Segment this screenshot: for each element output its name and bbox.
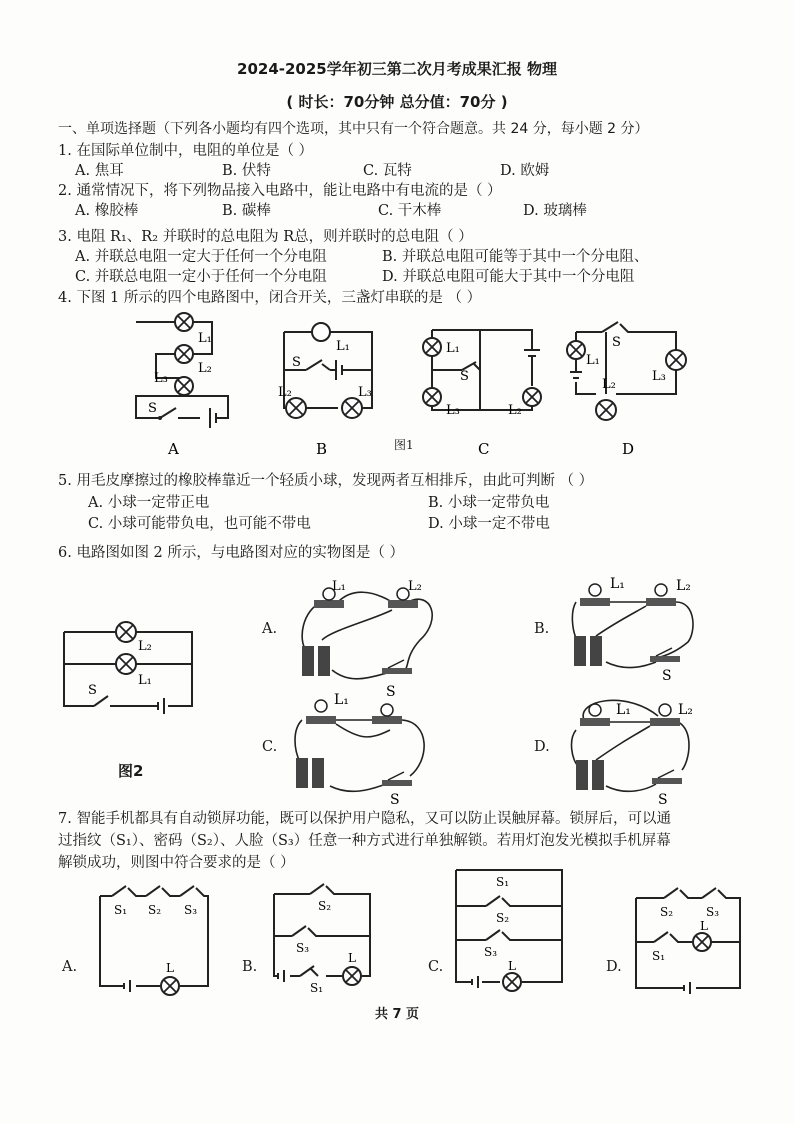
q3-option-a: A. 并联总电阻一定大于任何一个分电阻 [75,249,327,265]
label-l3: L₃ [652,369,666,384]
q2-option-c: C. 干木棒 [378,203,442,219]
label-s2: S₂ [496,911,510,925]
label-s: S [390,792,400,808]
label-l1: L₁ [616,702,631,718]
label-l1: L₁ [336,339,350,354]
label-l2: L₂ [508,403,522,418]
lamp-icon [567,341,585,359]
label-s3: S₃ [484,945,498,959]
label-s1: S₁ [114,903,128,917]
label-l1: L₁ [610,576,625,592]
circuit-diagram-a [120,308,240,458]
label-l2: L₂ [278,385,292,400]
q2-option-a: A. 橡胶棒 [75,203,139,219]
label-l1: L₁ [138,673,152,688]
label-l3: L₃ [154,371,168,386]
q7-stem-line-3: 解锁成功，则图中符合要求的是（ ） [58,855,295,871]
q6-physical-circuit-a [292,580,442,700]
circuit-label-a: A [168,440,179,458]
lamp-icon [175,345,193,363]
q7-stem-line-2: 过指纹（S₁）、密码（S₂）、人脸（S₃）任意一种方式进行单独解锁。若用灯泡发光模拟手机屏幕 [58,833,671,849]
label-s: S [460,369,469,384]
lamp-icon [343,967,361,985]
lamp-icon [693,933,711,951]
label-s: S [88,683,97,698]
lamp-icon [423,338,441,356]
q7-option-a-label: A. [62,959,78,975]
circuit-diagram-b [272,308,382,458]
circuit-label-d: D [622,440,635,458]
q6-physical-circuit-b [566,572,716,692]
lamp-icon [596,400,616,420]
page-count: 共 7 页 [374,1007,420,1022]
label-l1: L₁ [332,579,346,594]
figure-2-circuit [60,618,210,718]
lamp-icon [175,377,193,395]
q6-option-b-label: B. [534,621,550,637]
q7-circuit-d [632,888,752,998]
label-l3: L₃ [446,403,460,418]
q7-stem-line-1: 7. 智能手机都具有自动锁屏功能，既可以保护用户隐私，又可以防止误触屏幕。锁屏后，可以通 [58,811,671,827]
q7-option-b-label: B. [242,959,258,975]
label-s3: S₃ [706,905,720,919]
q1-option-a: A. 焦耳 [75,163,124,179]
label-lamp: L [166,961,174,975]
figure-2-caption: 图2 [118,762,144,780]
label-s: S [662,668,672,684]
q6-option-c-label: C. [262,739,278,755]
label-lamp: L [508,959,516,973]
label-lamp: L [700,919,708,933]
label-s3: S₃ [296,941,310,955]
q3-stem: 3. 电阻 R₁、R₂ 并联时的总电阻为 R总，则并联时的总电阻（ ） [58,229,473,245]
q1-option-d: D. 欧姆 [500,163,550,179]
lamp-icon [161,977,179,995]
q3-option-c: C. 并联总电阻一定小于任何一个分电阻 [75,269,327,285]
q7-option-c-label: C. [428,959,444,975]
lamp-icon [523,388,541,406]
label-lamp: L [348,951,356,965]
label-s: S [612,335,621,350]
label-s: S [148,401,157,416]
lamp-icon [666,350,686,370]
label-s2: S₂ [318,899,332,913]
label-l1: L₁ [198,331,212,346]
label-l2: L₂ [408,579,422,594]
q1-option-b: B. 伏特 [222,163,271,179]
section-heading: 一、单项选择题（下列各小题均有四个选项，其中只有一个符合题意。共 24 分，每小题 2 分） [58,121,649,137]
circuit-diagram-c [422,308,542,458]
label-s1: S₁ [496,875,510,889]
lamp-icon [312,323,330,341]
q1-option-c: C. 瓦特 [363,163,412,179]
q6-option-d-label: D. [534,739,550,755]
q2-option-d: D. 玻璃棒 [523,203,587,219]
q3-option-b: B. 并联总电阻可能等于其中一个分电阻、 [382,249,649,265]
q5-option-a: A. 小球一定带正电 [88,495,210,511]
q6-physical-circuit-c [290,690,440,810]
q1-stem: 1. 在国际单位制中，电阻的单位是（ ） [58,143,314,159]
label-l1: L₁ [586,353,600,368]
label-s2: S₂ [148,903,162,917]
q6-stem: 6. 电路图如图 2 所示，与电路图对应的实物图是（ ） [58,545,404,561]
label-s3: S₃ [184,903,198,917]
q2-option-b: B. 碳棒 [222,203,271,219]
label-l1: L₁ [334,692,349,708]
lamp-icon [503,973,521,991]
label-s2: S₂ [660,905,674,919]
circuit-label-c: C [478,440,490,458]
q2-stem: 2. 通常情况下，将下列物品接入电路中，能让电路中有电流的是（ ） [58,183,502,199]
q5-option-d: D. 小球一定不带电 [428,516,550,532]
q7-circuit-c [452,864,572,994]
label-s: S [292,355,301,370]
label-s1: S₁ [310,981,324,995]
circuit-diagram-d [566,308,686,458]
lamp-icon [342,398,362,418]
label-l3: L₃ [358,385,372,400]
label-l1: L₁ [446,341,460,356]
q3-option-d: D. 并联总电阻可能大于其中一个分电阻 [382,269,635,285]
q6-option-a-label: A. [262,621,278,637]
label-l2: L₂ [602,377,616,392]
label-l2: L₂ [198,361,212,376]
q6-physical-circuit-d [566,690,716,810]
q7-option-d-label: D. [606,959,622,975]
label-l2: L₂ [678,702,693,718]
label-s: S [386,684,396,700]
lamp-icon [423,388,441,406]
q4-stem: 4. 下图 1 所示的四个电路图中，闭合开关，三盏灯串联的是 （ ） [58,290,482,306]
lamp-icon [116,654,136,674]
q5-option-c: C. 小球可能带负电，也可能不带电 [88,516,311,532]
q5-option-b: B. 小球一定带负电 [428,495,550,511]
figure-1-caption: 图1 [394,438,414,452]
label-l2: L₂ [138,639,152,654]
q7-circuit-a [96,882,216,992]
q5-stem: 5. 用毛皮摩擦过的橡胶棒靠近一个轻质小球，发现两者互相排斥，由此可判断 （ ） [58,473,594,489]
page-subtitle: ( 时长：70分钟 总分值：70分 ) [286,93,508,111]
lamp-icon [116,622,136,642]
page-title: 2024-2025学年初三第二次月考成果汇报 物理 [237,60,557,78]
lamp-icon [175,313,193,331]
label-s1: S₁ [652,949,666,963]
q7-circuit-b [270,880,380,995]
lamp-icon [286,398,306,418]
label-l2: L₂ [676,578,691,594]
label-s: S [658,792,668,808]
circuit-label-b: B [316,440,328,458]
